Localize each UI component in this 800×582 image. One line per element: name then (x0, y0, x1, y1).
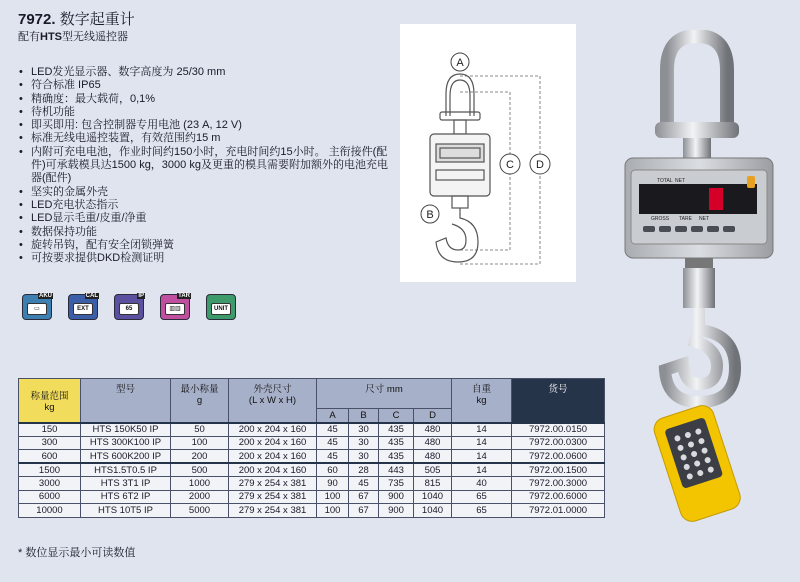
table-cell: 900 (379, 490, 414, 504)
crane-scale-drawing (400, 24, 576, 282)
header-dim-c: C (379, 409, 414, 423)
table-cell: 65 (452, 504, 512, 518)
table-cell: 7972.00.3000 (512, 477, 605, 491)
feature-item: • 即买即用: 包含控制器专用电池 (23 A, 12 V) (18, 119, 388, 132)
unit-icon (206, 294, 236, 320)
table-cell: 200 x 204 x 160 (229, 423, 317, 437)
crane-scale-image (585, 30, 795, 530)
display-label-net-2: NET (699, 216, 709, 222)
feature-item: • LED发光显示器、数字高度为 25/30 mm (18, 66, 388, 79)
feature-item: • 可按要求提供DKD检测证明 (18, 252, 388, 265)
icon-badge: TAR (178, 293, 190, 299)
spec-table-body (19, 423, 605, 518)
table-cell: 45 (317, 436, 349, 450)
feature-item: • 坚实的金属外壳 (18, 186, 388, 199)
table-cell: 65 (452, 490, 512, 504)
table-row (19, 423, 605, 437)
header-housing-unit: (L x W x H) (248, 395, 297, 406)
table-row (19, 490, 605, 504)
table-cell: 6000 (19, 490, 81, 504)
feature-item: • 数据保持功能 (18, 226, 388, 239)
display-label-total: TOTAL (657, 178, 673, 184)
table-cell: 60 (317, 463, 349, 477)
table-cell: 28 (349, 463, 379, 477)
ip65-icon (114, 294, 144, 320)
header-weight (452, 379, 512, 423)
header-dim-d: D (414, 409, 452, 423)
table-cell: 45 (349, 477, 379, 491)
icon-glyph: 65 (119, 303, 139, 315)
page-subtitle (18, 28, 128, 44)
table-cell: 30 (349, 423, 379, 437)
table-cell: 900 (379, 504, 414, 518)
table-cell: 7972.00.0150 (512, 423, 605, 437)
dim-text-d: D (536, 159, 544, 171)
table-cell: 200 x 204 x 160 (229, 463, 317, 477)
table-cell: 435 (379, 423, 414, 437)
table-cell: 45 (317, 423, 349, 437)
icon-glyph: ▭ (27, 303, 47, 315)
subtitle-prefix: 配有 (18, 31, 40, 43)
header-range-label: 称量范围 (30, 390, 69, 402)
table-cell: HTS 10T5 IP (81, 504, 171, 518)
table-cell: 50 (171, 423, 229, 437)
table-cell: 443 (379, 463, 414, 477)
product-code: 7972. (18, 11, 56, 28)
feature-item: • 标准无线电遥控装置，有效范围约15 m (18, 132, 388, 145)
header-min-weight-label: 最小称量 (180, 384, 219, 395)
header-dims: 尺寸 mm (317, 379, 452, 409)
battery-aku-icon (22, 294, 52, 320)
table-cell: 279 x 254 x 381 (229, 490, 317, 504)
table-row (19, 504, 605, 518)
table-cell: 7972.00.0300 (512, 436, 605, 450)
table-cell: 7972.00.0600 (512, 450, 605, 464)
header-order-no: 货号 (512, 379, 605, 423)
table-cell: 7972.01.0000 (512, 504, 605, 518)
icon-glyph: ▥▥ (165, 303, 185, 315)
dim-text-c: C (506, 159, 514, 171)
table-cell: 1040 (414, 504, 452, 518)
calibration-cal-ext-icon (68, 294, 98, 320)
header-housing-label: 外壳尺寸 (253, 384, 292, 395)
table-cell: 30 (349, 436, 379, 450)
feature-item: • LED充电状态指示 (18, 199, 388, 212)
table-cell: HTS 300K100 IP (81, 436, 171, 450)
table-cell: 100 (171, 436, 229, 450)
table-cell: 100 (317, 490, 349, 504)
table-row (19, 450, 605, 464)
table-cell: 14 (452, 423, 512, 437)
dim-text-a: A (456, 57, 464, 69)
header-weight-label: 自重 (471, 384, 491, 395)
product-title: 数字起重计 (59, 11, 135, 28)
table-cell: 30 (349, 450, 379, 464)
icon-glyph: UNIT (211, 303, 231, 315)
subtitle-suffix: 型无线遥控器 (62, 31, 128, 43)
table-cell: 435 (379, 436, 414, 450)
table-cell: 815 (414, 477, 452, 491)
table-cell: HTS 3T1 IP (81, 477, 171, 491)
table-cell: 10000 (19, 504, 81, 518)
dimension-diagram (400, 24, 576, 282)
table-cell: 14 (452, 450, 512, 464)
display-label-gross: GROSS (651, 216, 670, 222)
table-cell: 150 (19, 423, 81, 437)
table-cell: 1000 (171, 477, 229, 491)
icon-badge: IP (138, 293, 144, 299)
header-range-unit: kg (44, 401, 55, 413)
feature-item: • 待机功能 (18, 106, 388, 119)
header-range (19, 379, 81, 423)
table-cell: 600 (19, 450, 81, 464)
header-housing (229, 379, 317, 423)
header-min-weight-unit: g (196, 395, 203, 406)
table-cell: 200 x 204 x 160 (229, 436, 317, 450)
table-row (19, 463, 605, 477)
table-cell: 7972.00.1500 (512, 463, 605, 477)
table-cell: 14 (452, 463, 512, 477)
subtitle-model: HTS (40, 31, 62, 43)
table-cell: 2000 (171, 490, 229, 504)
table-cell: 200 (171, 450, 229, 464)
table-cell: 100 (317, 504, 349, 518)
table-row (19, 477, 605, 491)
spec-table (18, 378, 605, 518)
feature-list (18, 66, 388, 265)
table-row (19, 436, 605, 450)
table-cell: 45 (317, 450, 349, 464)
page-title (18, 8, 135, 29)
table-cell: 480 (414, 436, 452, 450)
table-cell: 67 (349, 504, 379, 518)
table-cell: 3000 (19, 477, 81, 491)
table-cell: 500 (171, 463, 229, 477)
tare-icon (160, 294, 190, 320)
icon-glyph: EXT (73, 303, 93, 315)
feature-item: • 旋转吊钩，配有安全闭锁弹簧 (18, 239, 388, 252)
header-model: 型号 (81, 379, 171, 423)
feature-icons (22, 294, 236, 320)
table-cell: 40 (452, 477, 512, 491)
table-cell: 7972.00.6000 (512, 490, 605, 504)
feature-item: • LED显示毛重/皮重/净重 (18, 212, 388, 225)
table-cell: HTS 600K200 IP (81, 450, 171, 464)
icon-badge: CAL (85, 293, 98, 299)
table-cell: 505 (414, 463, 452, 477)
table-cell: 1500 (19, 463, 81, 477)
table-cell: 735 (379, 477, 414, 491)
table-cell: HTS 150K50 IP (81, 423, 171, 437)
feature-item: • 内附可充电电池，作业时间约150小时，充电时间约15小时。 主衔接件(配件)可承载模具达1500 kg，3000 kg及更重的模具需要附加额外的电池充电器(配件) (18, 146, 388, 186)
table-cell: 200 x 204 x 160 (229, 450, 317, 464)
table-cell: HTS 6T2 IP (81, 490, 171, 504)
table-cell: 480 (414, 450, 452, 464)
dim-text-b: B (426, 209, 434, 221)
table-cell: 67 (349, 490, 379, 504)
footnote: * 数位显示最小可读数值 (18, 547, 136, 559)
table-cell: 435 (379, 450, 414, 464)
product-photo (585, 30, 795, 530)
icon-badge: AKU (39, 293, 52, 299)
feature-item: • 精确度：最大载荷，0,1% (18, 93, 388, 106)
table-cell: 279 x 254 x 381 (229, 477, 317, 491)
table-cell: 480 (414, 423, 452, 437)
table-cell: 300 (19, 436, 81, 450)
table-cell: 279 x 254 x 381 (229, 504, 317, 518)
display-label-tare: TARE (679, 216, 692, 222)
table-cell: 90 (317, 477, 349, 491)
table-cell: 1040 (414, 490, 452, 504)
header-dim-a: A (317, 409, 349, 423)
table-cell: HTS1.5T0.5 IP (81, 463, 171, 477)
header-dim-b: B (349, 409, 379, 423)
feature-item: • 符合标准 IP65 (18, 79, 388, 92)
table-cell: 5000 (171, 504, 229, 518)
display-label-net: NET (675, 178, 685, 184)
header-min-weight (171, 379, 229, 423)
header-weight-unit: kg (476, 395, 487, 406)
table-cell: 14 (452, 436, 512, 450)
